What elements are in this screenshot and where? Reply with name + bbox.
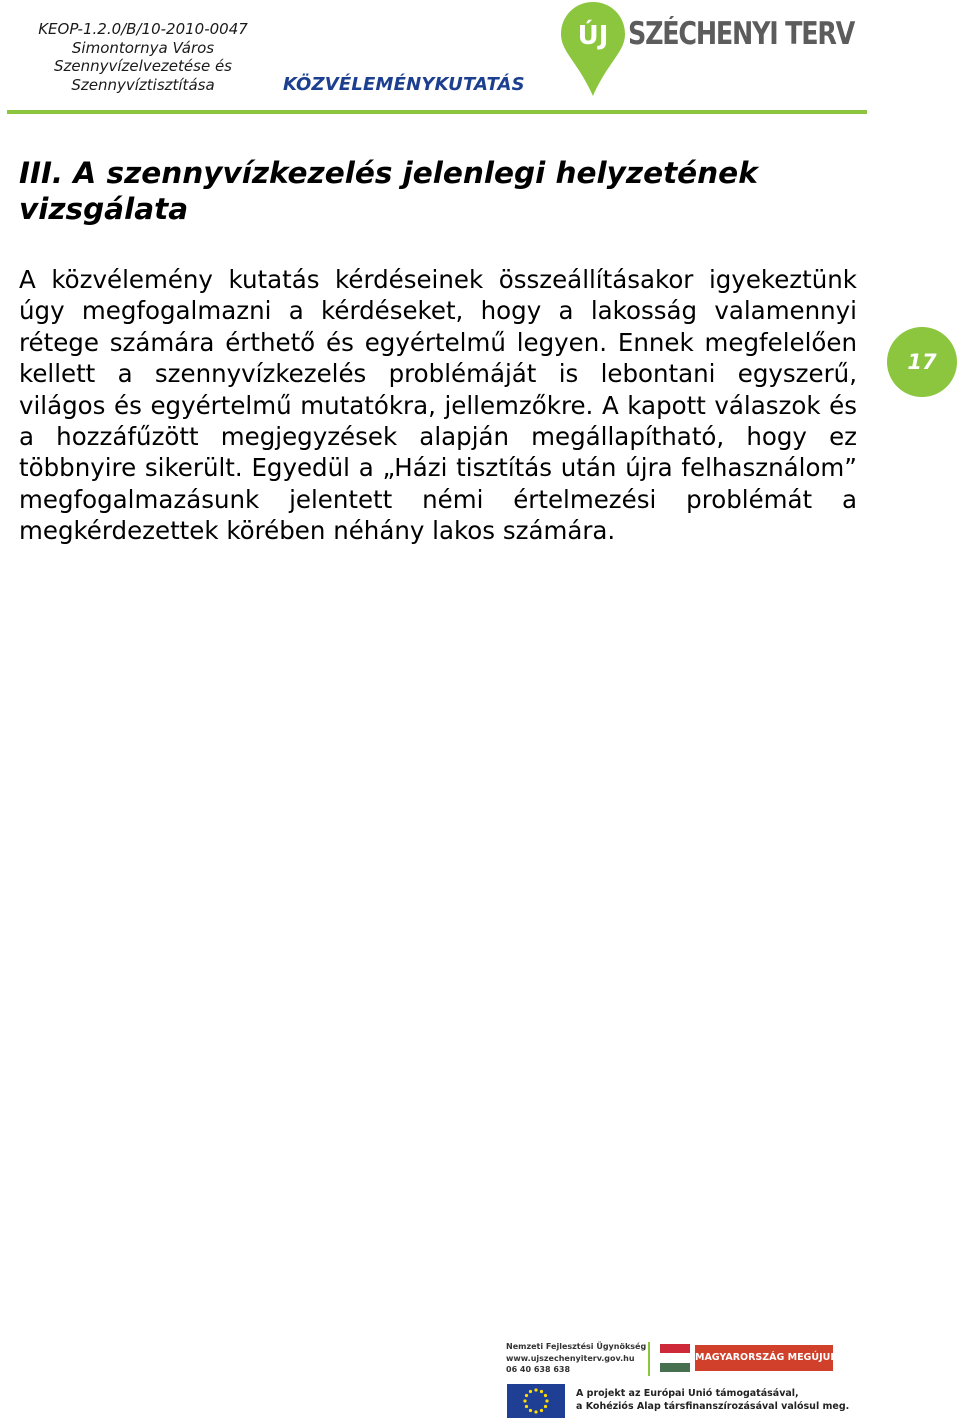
survey-title: KÖZVÉLEMÉNYKUTATÁS	[283, 74, 525, 95]
project-line: KEOP-1.2.0/B/10-2010-0047	[38, 20, 248, 38]
agency-info	[506, 1341, 646, 1376]
eu-flag-icon	[507, 1384, 565, 1418]
section-heading: III. A szennyvízkezelés jelenlegi helyzetének vizsgálata	[19, 156, 758, 226]
map-pin-icon	[558, 0, 628, 100]
header-divider	[7, 110, 867, 114]
agency-phone: 06 40 638 638	[506, 1365, 571, 1374]
project-identifier	[28, 20, 258, 94]
logo-mark: ÚJ	[577, 21, 609, 51]
szechenyi-terv-logo	[558, 0, 858, 100]
eu-line: A projekt az Európai Unió támogatásával,	[576, 1388, 799, 1399]
footer-logos	[500, 1338, 850, 1428]
footer-divider	[648, 1342, 650, 1376]
project-line: Szennyvíztisztítása	[71, 75, 215, 94]
agency-name: Nemzeti Fejlesztési Ügynökség	[506, 1342, 647, 1351]
hungarian-flag-icon	[660, 1344, 690, 1372]
agency-url: www.ujszechenyiterv.gov.hu	[506, 1353, 635, 1363]
eu-funding-note	[576, 1388, 850, 1413]
project-line: Szennyvízelvezetése és	[53, 57, 232, 75]
slogan-badge: MAGYARORSZÁG MEGÚJUL	[695, 1345, 833, 1371]
logo-text: SZÉCHENYI TERV	[628, 16, 855, 52]
body-paragraph: A közvélemény kutatás kérdéseinek összeállításakor igyekeztünk úgy megfogalmazni a kérdéseket, hogy a lakosság valamennyi rétege számára érthető és egyértelmű legyen. Ennek megfelelően kellett a szennyvízkezelés problémáját is lebontani egyszerű, világos és egyértelmű mutatókra, jellemzőkre. A kapott válaszok és a hozzáfűzött megjegyzések alapján megállapítható, hogy ez többnyire sikerült. Egyedül a „Házi tisztítás után újra felhasználom” megfogalmazásunk jelentett némi értelmezési problémát a megkérdezettek körében néhány lakos számára.	[19, 265, 857, 546]
eu-line: a Kohéziós Alap társfinanszírozásával valósul meg.	[576, 1400, 850, 1412]
page-number: 17	[887, 327, 957, 397]
project-line: Simontornya Város	[71, 38, 215, 57]
eu-stars-icon	[507, 1384, 565, 1418]
